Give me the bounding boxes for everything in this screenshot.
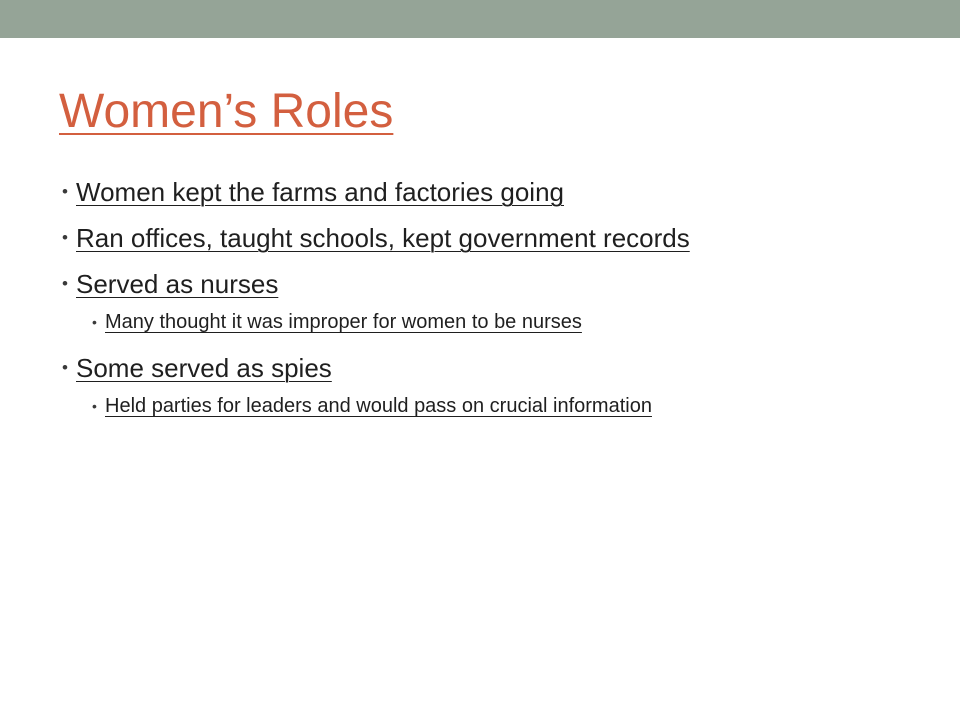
bullet-item <box>62 262 690 306</box>
bullet-text: Some served as spies <box>76 353 332 383</box>
bullet-dot-icon: • <box>62 228 68 247</box>
bullet-item <box>62 216 690 260</box>
sub-bullet-text: Held parties for leaders and would pass on crucial information <box>105 395 652 417</box>
sub-bullet-text: Many thought it was improper for women to be nurses <box>105 311 582 333</box>
bullet-dot-icon: • <box>62 358 68 377</box>
bullet-text: Ran offices, taught schools, kept government records <box>76 223 690 253</box>
bullet-item <box>62 170 690 214</box>
sub-bullet-item <box>62 304 690 340</box>
bullet-list <box>62 170 690 430</box>
sub-bullet-item <box>62 388 690 424</box>
slide-title: Women’s Roles <box>59 85 394 138</box>
bullet-dot-icon: • <box>62 182 68 201</box>
top-accent-band <box>0 0 960 38</box>
bullet-dot-icon: • <box>62 274 68 293</box>
bullet-dot-icon: • <box>92 398 97 414</box>
bullet-text: Served as nurses <box>76 269 279 299</box>
bullet-text: Women kept the farms and factories going <box>76 177 564 207</box>
bullet-dot-icon: • <box>92 314 97 330</box>
bullet-item <box>62 346 690 390</box>
